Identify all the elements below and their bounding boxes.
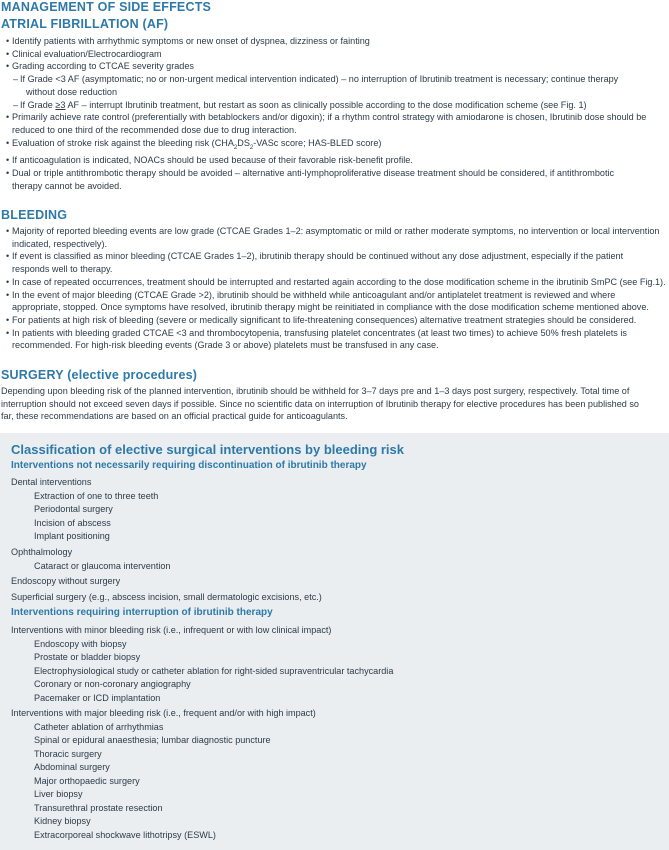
list-item: Implant positioning: [34, 531, 110, 541]
list-item: Kidney biopsy: [34, 816, 91, 826]
af-heading: ATRIAL FIBRILLATION (AF): [1, 17, 169, 31]
list-item-continuation: responds well to therapy.: [12, 264, 113, 275]
list-item: • Identify patients with arrhythmic symptoms or new onset of dyspnea, dizziness or fainting: [6, 35, 663, 48]
list-item: • Clinical evaluation/Electrocardiogram: [6, 48, 663, 61]
list-item: • Majority of reported bleeding events are low grade (CTCAE Grades 1–2: asymptomatic or mild or rather moderate symptoms, no intervention or local intervention: [6, 225, 669, 238]
list-item: Endoscopy with biopsy: [34, 639, 127, 649]
list-item-continuation: therapy cannot be avoided.: [12, 180, 122, 191]
list-item: Extracorporeal shockwave lithotripsy (ESWL): [34, 830, 216, 840]
list-item: Abdominal surgery: [34, 762, 110, 772]
list-item-continuation: indicated, respectively).: [12, 238, 108, 249]
list-item-continuation: recommended. For high-risk bleeding events (Grade 3 or above) platelets must be transfused in any case.: [12, 340, 439, 351]
list-item: Prostate or bladder biopsy: [34, 652, 141, 662]
paragraph-line: Depending upon bleeding risk of the planned intervention, ibrutinib should be withheld for 3–7 days pre and 1–3 days post surgery, respectively. Total time of: [1, 386, 630, 396]
list-item: • If event is classified as minor bleeding (CTCAE Grades 1–2), ibrutinib therapy should be continued without any dose adjustment, especially if the patient: [6, 250, 669, 263]
list-subitem: – If Grade ≥3 AF – interrupt Ibrutinib treatment, but restart as soon as clinically possible according to the dose modification scheme (see Fig. 1): [13, 99, 587, 110]
list-item: • If anticoagulation is indicated, NOACs should be used because of their favorable risk-benefit profile.: [6, 154, 663, 167]
classification-box: [0, 433, 669, 850]
category-endoscopy: Endoscopy without surgery: [11, 576, 121, 586]
list-item: Transurethral prostate resection: [34, 803, 163, 813]
bleeding-heading: BLEEDING: [1, 208, 68, 222]
list-item: • Evaluation of stroke risk against the bleeding risk ($CHA_2DS_2$-VASc score; HAS-BLED score): [6, 137, 663, 155]
box-title: Classification of elective surgical interventions by bleeding risk: [11, 442, 405, 457]
list-item: • Grading according to CTCAE severity grades: [6, 60, 663, 73]
list-item: • Primarily achieve rate control (preferentially with betablockers and/or digoxin); if a rhythm control strategy with amiodarone is chosen, Ibrutinib dose should be: [6, 111, 663, 124]
list-item: Periodontal surgery: [34, 504, 113, 514]
list-item-continuation: reduced to one third of the recommended dose due to drug interaction.: [12, 124, 297, 135]
list-item: Incision of abscess: [34, 518, 111, 528]
category-major-bleeding: Interventions with major bleeding risk (i.e., frequent and/or with high impact): [11, 708, 316, 718]
list-item: Pacemaker or ICD implantation: [34, 693, 161, 703]
category-superficial-surgery: Superficial surgery (e.g., abscess incision, small dermatologic excisions, etc.): [11, 592, 322, 602]
category-minor-bleeding: Interventions with minor bleeding risk (i.e., infrequent or with low clinical impact): [11, 625, 332, 635]
list-item: Extraction of one to three teeth: [34, 491, 159, 501]
list-item: • In case of repeated occurrences, treatment should be interrupted and restarted again according to the dose modification scheme in the ibrutinib SmPC (see Fig.1).: [6, 276, 669, 289]
list-item: • In patients with bleeding graded CTCAE <3 and thrombocytopenia, transfusing platelet concentrates (at least two times) to achieve 50% fresh platelets is: [6, 327, 669, 340]
list-subitem-continuation: without dose reduction: [26, 86, 117, 97]
category-ophthalmology: Ophthalmology: [11, 547, 73, 557]
list-item: Spinal or epidural anaesthesia; lumbar diagnostic puncture: [34, 735, 271, 745]
list-item: • For patients at high risk of bleeding (severe or medically significant to life-threatening consequences) alternative treatment strategies should be considered.: [6, 314, 669, 327]
box-subheading-interruption: Interventions requiring interruption of ibrutinib therapy: [11, 607, 273, 618]
list-item: Liver biopsy: [34, 789, 83, 799]
af-section: [0, 35, 669, 192]
paragraph-line: interruption should not exceed seven days if possible. Since no scientific data on interruption of Ibrutinib therapy for elective procedures has been published so: [1, 398, 639, 409]
surgery-paragraph: [0, 385, 669, 423]
list-item: • Dual or triple antithrombotic therapy should be avoided – alternative anti-lymphoproliferative disease treatment should be considered, if antithrombotic: [6, 167, 663, 180]
category-dental: Dental interventions: [11, 477, 92, 487]
list-item: Cataract or glaucoma intervention: [34, 561, 171, 571]
list-item: Thoracic surgery: [34, 749, 102, 759]
box-subheading-no-discontinuation: Interventions not necessarily requiring discontinuation of ibrutinib therapy: [11, 460, 367, 471]
list-item: Catheter ablation of arrhythmias: [34, 722, 164, 732]
list-item: Major orthopaedic surgery: [34, 776, 140, 786]
paragraph-line: far, these recommendations are based on an official practical guide for anticoagulants.: [1, 411, 348, 422]
bleeding-section: [0, 225, 669, 352]
surgery-heading: SURGERY (elective procedures): [1, 368, 198, 382]
list-subitem: – If Grade <3 AF (asymptomatic; no or non-urgent medical intervention indicated) – no interruption of Ibrutinib treatment is necessary; continue therapy: [13, 74, 619, 85]
list-item: Electrophysiological study or catheter ablation for right-sided supraventricular tachycardia: [34, 666, 394, 676]
list-item-continuation: appropriate, stopped. Once symptoms have resolved, ibrutinib therapy might be reinitiated in compliance with the dose modification scheme mentioned above.: [12, 302, 649, 313]
page-title: MANAGEMENT OF SIDE EFFECTS: [1, 0, 212, 14]
list-item: • In the event of major bleeding (CTCAE Grade >2), ibrutinib should be withheld while anticoagulant and/or antiplatelet treatment is reviewed and where: [6, 289, 669, 302]
list-item: Coronary or non-coronary angiography: [34, 679, 191, 689]
